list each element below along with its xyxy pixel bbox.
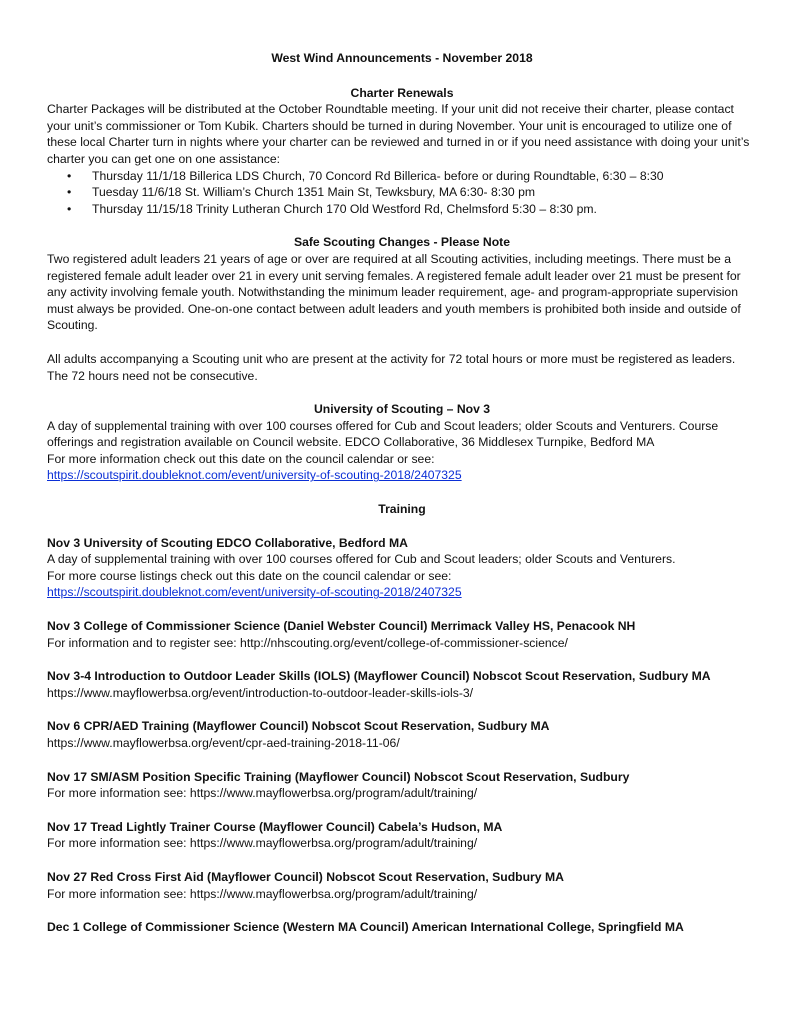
- training-event-line: https://www.mayflowerbsa.org/event/cpr-aed-training-2018-11-06/: [47, 736, 400, 750]
- training-event-line: For more information see: https://www.mayflowerbsa.org/program/adult/training/: [47, 786, 478, 801]
- training-event-title: Nov 3 University of Scouting EDCO Collaborative, Bedford MA: [47, 535, 408, 550]
- training-event-link[interactable]: https://scoutspirit.doubleknot.com/event/university-of-scouting-2018/2407325: [47, 585, 462, 600]
- training-event-line: For more course listings check out this date on the council calendar or see:: [47, 568, 452, 583]
- charter-turn-in-list: [47, 168, 757, 218]
- training-event-line: For more information see: https://www.mayflowerbsa.org/program/adult/training/: [47, 836, 478, 851]
- charter-renewals-body: Charter Packages will be distributed at the October Roundtable meeting. If your unit did not receive their charter, please contact your unit’s commissioner or Tom Kubik. Charters should be turned in during November. Your unit is encouraged to utilize one of these local Charter turn in nights where your charter can be reviewed and turned in or if you need assistance with doing your unit’s charter you can get one on one assistance:: [47, 102, 750, 166]
- training-event-title: Nov 3 College of Commissioner Science (Daniel Webster Council) Merrimack Valley HS, Penacook NH: [47, 619, 636, 634]
- safe-scouting-heading: Safe Scouting Changes - Please Note: [293, 235, 511, 250]
- training-event-line: https://www.mayflowerbsa.org/event/introduction-to-outdoor-leader-skills-iols-3/: [47, 685, 474, 700]
- training-event: [47, 919, 757, 936]
- list-item: • Tuesday 11/6/18 St. William’s Church 1351 Main St, Tewksbury, MA 6:30- 8:30 pm: [92, 184, 757, 201]
- training-event: [47, 668, 757, 701]
- training-event: [47, 769, 757, 802]
- university-of-scouting-link[interactable]: https://scoutspirit.doubleknot.com/event/university-of-scouting-2018/2407325: [47, 468, 462, 483]
- training-event-title: Nov 6 CPR/AED Training (Mayflower Council) Nobscot Scout Reservation, Sudbury MA: [47, 719, 550, 734]
- training-event: [47, 869, 757, 902]
- safe-scouting-paragraph-1: Two registered adult leaders 21 years of age or over are required at all Scouting activities, including meetings. There must be a registered female adult leader over 21 in every unit serving females. A registered female adult leader over 21 must be present for any activity involving female youth. Notwithstanding the minimum leader requirement, age- and program-appropriate supervision must always be provided. One-on-one contact between adult leaders and youth members is prohibited both inside and outside of Scouting.: [47, 251, 741, 333]
- university-of-scouting-body: A day of supplemental training with over 100 courses offered for Cub and Scout leaders; older Scouts and Venturers. Course offerings and registration available on Council website. EDCO Collaborative, 36 Middlesex Turnpike, Bedford MA: [47, 418, 719, 450]
- training-event-title: Nov 17 Tread Lightly Trainer Course (Mayflower Council) Cabela’s Hudson, MA: [47, 819, 503, 834]
- university-more-info: For more information check out this date on the council calendar or see:: [47, 451, 435, 466]
- training-event: [47, 718, 757, 751]
- training-event: [47, 535, 757, 601]
- document-page: [47, 50, 757, 936]
- safe-scouting-paragraph-2: All adults accompanying a Scouting unit who are present at the activity for 72 total hours or more must be registered as leaders. The 72 hours need not be consecutive.: [47, 351, 736, 383]
- document-title: West Wind Announcements - November 2018: [271, 51, 533, 65]
- training-event: [47, 618, 757, 651]
- training-event-title: Nov 27 Red Cross First Aid (Mayflower Council) Nobscot Scout Reservation, Sudbury MA: [47, 869, 564, 884]
- training-event-line: A day of supplemental training with over 100 courses offered for Cub and Scout leaders; older Scouts and Venturers.: [47, 552, 676, 567]
- charter-renewals-heading: Charter Renewals: [350, 85, 454, 100]
- training-event-title: Nov 3-4 Introduction to Outdoor Leader Skills (IOLS) (Mayflower Council) Nobscot Scout Reservation, Sudbury MA: [47, 669, 711, 684]
- training-event: [47, 819, 757, 852]
- training-event-line: For information and to register see: http://nhscouting.org/event/college-of-commissioner-science/: [47, 635, 568, 650]
- list-item: • Thursday 11/15/18 Trinity Lutheran Church 170 Old Westford Rd, Chelmsford 5:30 – 8:30 pm.: [92, 201, 757, 218]
- training-heading: Training: [378, 502, 426, 517]
- training-event-title: Nov 17 SM/ASM Position Specific Training (Mayflower Council) Nobscot Scout Reservation, Sudbury: [47, 769, 630, 784]
- training-event-title: Dec 1 College of Commissioner Science (Western MA Council) American International College, Springfield MA: [47, 920, 684, 935]
- training-event-line: For more information see: https://www.mayflowerbsa.org/program/adult/training/: [47, 886, 478, 901]
- university-of-scouting-heading: University of Scouting – Nov 3: [313, 402, 491, 417]
- list-item: • Thursday 11/1/18 Billerica LDS Church, 70 Concord Rd Billerica- before or during Roundtable, 6:30 – 8:30: [92, 168, 757, 185]
